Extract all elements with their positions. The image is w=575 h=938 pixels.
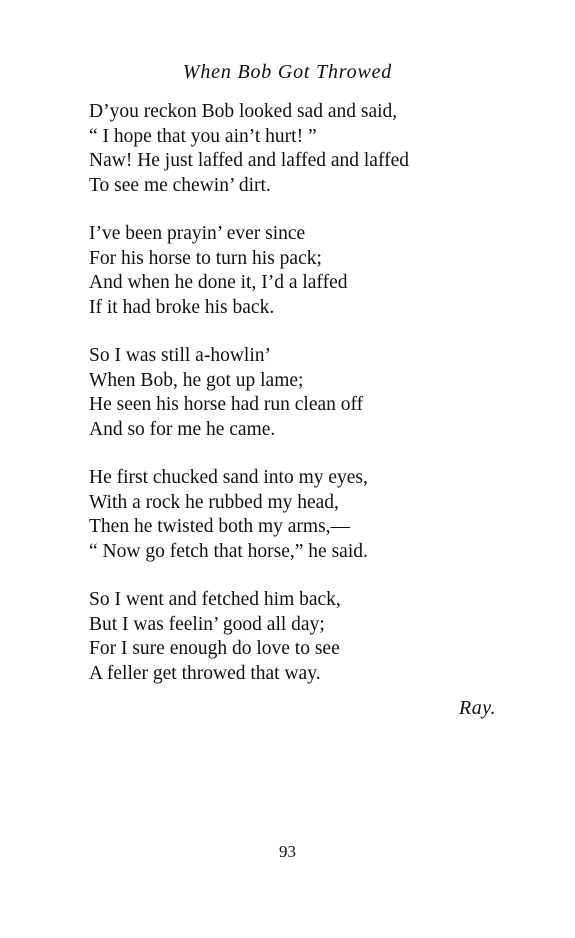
poem-line: And when he done it, I’d a laffed xyxy=(89,272,348,293)
poem-line: With a rock he rubbed my head, xyxy=(89,491,339,513)
poem-line: Naw! He just laffed and laffed and laffed xyxy=(89,150,409,171)
poem-line: If it had broke his back. xyxy=(89,296,275,318)
poem-body xyxy=(89,100,529,710)
poem-line: D’you reckon Bob looked sad and said, xyxy=(89,101,398,122)
stanza-3 xyxy=(89,344,529,442)
poem-line: But I was feelin’ good all day; xyxy=(89,613,325,635)
author-signature: Ray. xyxy=(459,697,496,719)
poem-line: So I went and fetched him back, xyxy=(89,589,341,610)
poem-line: A feller get throwed that way. xyxy=(89,662,321,684)
poem-line: When Bob, he got up lame; xyxy=(89,369,304,391)
poem-line: For I sure enough do love to see xyxy=(89,638,340,659)
poem-line: “ I hope that you ain’t hurt! ” xyxy=(89,125,317,147)
stanza-2 xyxy=(89,222,529,320)
stanza-4 xyxy=(89,466,529,564)
poem-line: And so for me he came. xyxy=(89,418,276,440)
poem-line: I’ve been prayin’ ever since xyxy=(89,223,306,244)
poem-line: “ Now go fetch that horse,” he said. xyxy=(89,540,368,562)
poem-line: Then he twisted both my arms,— xyxy=(89,516,351,537)
poem-line: For his horse to turn his pack; xyxy=(89,247,322,269)
page-number: 93 xyxy=(279,842,296,861)
poem-line: He seen his horse had run clean off xyxy=(89,394,364,415)
stanza-5 xyxy=(89,588,529,686)
stanza-1 xyxy=(89,100,529,198)
poem-line: To see me chewin’ dirt. xyxy=(89,174,271,196)
poem-line: So I was still a-howlin’ xyxy=(89,345,271,366)
poem-title: When Bob Got Throwed xyxy=(182,61,393,83)
poem-line: He first chucked sand into my eyes, xyxy=(89,467,368,488)
